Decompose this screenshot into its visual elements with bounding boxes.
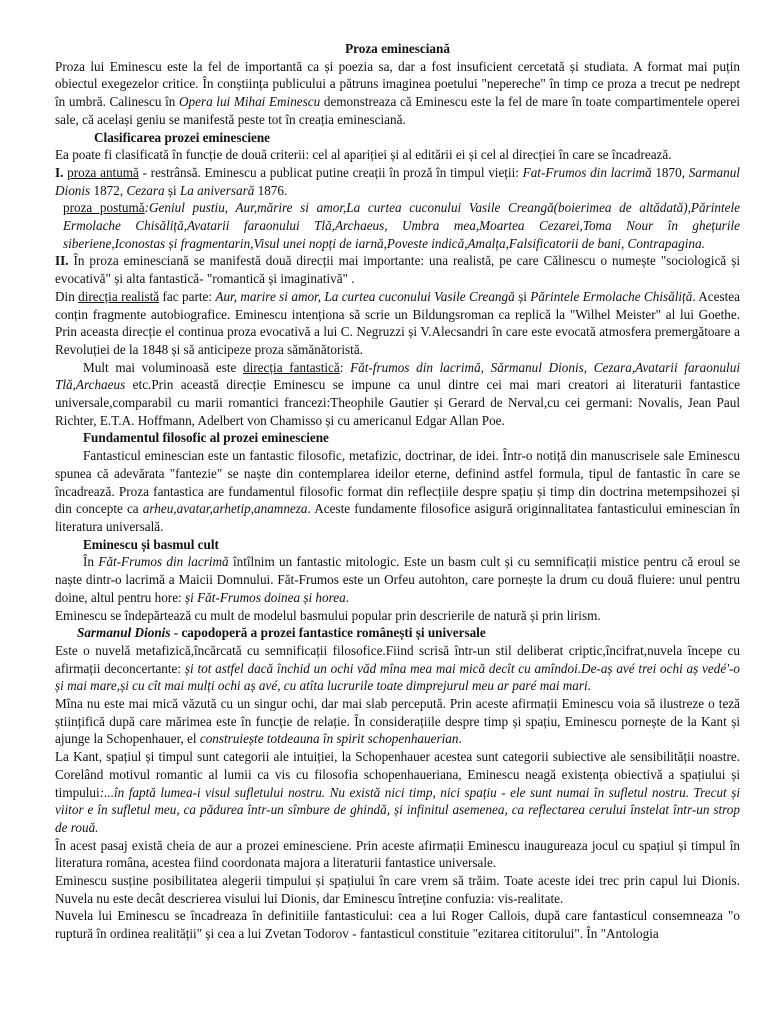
pasaj-paragraph: În acest pasaj există cheia de aur a prozei eminesciene. Prin aceste afirmații Eminescu inaugureaza jocul cu spațiul și timpul în literatura româna, acestea fiind coordonata majora a literaturii fantastice universale. bbox=[55, 837, 740, 871]
postuma-label: proza postumă bbox=[63, 200, 145, 216]
basm-paragraph-2: Eminescu se îndepărtează cu mult de modelul basmului popular prin descrierile de natură și prin lirism. bbox=[55, 607, 601, 623]
fantastica-paragraph: Mult mai voluminoasă este direcția fantastică: Făt-frumos din lacrimă, Sărmanul Dionis, Cezara,Avatarii faraonului Tlă,Archaeus etc.Prin această direcție Eminescu se impune ca unul dintre cei mai mari creatori ai literaturii fantastice universale,comparabil cu marii romantici francezi:Theophile Gautier și Gerard de Nerval,cu cei germani: Novalis, Jean Paul Richter, E.T.A. Hoffmann, Adelbert von Chamisso și cu americanul Edgar Allan Poe. bbox=[55, 359, 740, 428]
kant-quote: :...în faptă lumea-i visul sufletului nostru. Nu există nici timp, nici spațiu - ele sunt numai în sufletul nostru. Trecut și viitor e în sufletul meu, ca pădurea într-un sîmbure de ghindă, și infinitul asemenea, ca reflectarea cerului înstelat într-un strop de rouă. bbox=[55, 784, 740, 835]
directii-paragraph: II. În proza eminesciană se manifestă două direcții mai importante: una realistă, pe care Călinescu o numește "sociologică și evocativă" și alta fantastică- "romantică și imaginativă" . bbox=[55, 253, 740, 287]
fundament-paragraph: Fantasticul eminescian este un fantastic filosofic, metafizic, doctrinar, de idei. Într-o notiță din manuscrisele sale Eminescu spunea că adevărata "fantezie" se naște din contemplarea ideilor eterne, definind astfel formula, tipul de fantastic în care se încadrează. Proza fantastica are fundamentul filosofic format din reflecțiile despre spațiu și timp din doctrina metempsihozei și din concepte ca arheu,avatar,arhetip,anamneza. Aceste fundamente filosofice asigură originnalitatea fantasticului eminescian în literatura universală. bbox=[55, 448, 740, 534]
fantastica-label: direcția fantastică bbox=[243, 359, 340, 375]
intro-paragraph: Proza lui Eminescu este la fel de importantă ca și poezia sa, dar a fost insuficient cercetată și studiata. A format mai puțin obiectul exegezelor critice. În conștiința publicului a pătruns imaginea poetului "nepereche" în timp ce proza a trecut pe nedrept în umbră. Calinescu în Opera lui Mihai Eminescu demonstreaza că Eminescu este la fel de mare în toate compartimentele operei sale, că același geniu se manifestă peste tot în creația eminesciană. bbox=[55, 58, 741, 127]
mana-paragraph: Mîna nu este mai mică văzută cu un singur ochi, dar mai slab percepută. Prin aceste afirmații Eminescu voia să ilustreze o teză științifică după care mărimea este în funcție de relație. În considerațiile despre timp și spațiu, Eminescu pornește de la Kant și ajunge la Schopenhauer, el construiește totdeauna în spirit schopenhauerian. bbox=[55, 696, 740, 747]
section-heading-fundament: Fundamentul filosofic al prozei eminesciene bbox=[83, 430, 329, 446]
page-title: Proza eminesciană bbox=[345, 41, 450, 56]
basm-paragraph: În Făt-Frumos din lacrimă întîlnim un fantastic mitologic. Este un basm cult și cu semnificații mistice pentru că eroul se naște dintr-o lacrimă a Maicii Domnului. Făt-Frumos este un Orfeu autohton, care pornește la drum cu două fluiere: unul pentru doine, altul pentru hore: și Făt-Frumos doinea și horea. bbox=[55, 554, 740, 605]
dionis-quote: și tot astfel dacă închid un ochi văd mîna mea mai mică decît cu amîndoi.De-aș avé trei ochi aș vedé'-o și mai mare,și cu cît mai mulți ochi aș avé, cu atîta lucrurile toate dimprejurul meu ar paré mai mari. bbox=[55, 660, 741, 694]
postuma-paragraph: proza postumă:Geniul pustiu, Aur,mărire si amor,La curtea cuconului Vasile Creangă(boierimea de altădată),Părintele Ermolache Chisăliță,Avatarii faraonului Tlă,Archaeus, Umbra mea,Moartea Cezarei,Toma Nour în ghețurile siberiene,Iconostas și fragmentarin,Visul unei nopți de iarnă,Poveste indică,Amalța,Falsificatorii de bani, Contrapagina. bbox=[63, 200, 740, 251]
antuma-label: proza antumă bbox=[67, 164, 139, 180]
nuvela-paragraph: Nuvela lui Eminescu se încadreaza în definitiile fantasticului: cea a lui Roger Callois, după care fantasticul consemneaza "o ruptură în ordinea realității" și cea a lui Zvetan Todorov - fantasticul constituie "ezitarea cititorului". În "Antologia bbox=[55, 908, 740, 942]
realista-label: direcția realistă bbox=[78, 288, 160, 304]
realista-paragraph: Din direcția realistă fac parte: Aur, marire si amor, La curtea cuconului Vasile Creangă și Părintele Ermolache Chisăliță. Acestea conțin fragmente autobiografice. Eminescu intenționa să scrie un Bildungsroman ca replică la "Wilhel Meister" al lui Goethe. Prin aceasta direcție el continua proza evocativă a lui C. Negruzzi și V.Alecsandri în care este evocată atmosfera premergătoare a Revoluției de la 1848 și să anticipeze proza sămănătoristă. bbox=[55, 288, 740, 357]
dionis-paragraph: Este o nuvelă metafizică,încărcată cu semnificații filosofice.Fiind scrisă într-un stil deliberat criptic,încifrat,nuvela începe cu afirmații deconcertante: și tot astfel dacă închid un ochi văd mîna mea mai mică decît cu amîndoi.De-aș avé trei ochi aș vedé'-o și mai mare,și cu cît mai mulți ochi aș avé, cu atîta lucrurile toate dimprejurul meu ar paré mai mari. bbox=[55, 642, 741, 694]
clasificare-paragraph: Ea poate fi clasificată în funcție de două criterii: cel al apariției și al editării ei și cel al direcției în care se încadrează. bbox=[55, 147, 672, 163]
section-heading-dionis: Sarmanul Dionis - capodoperă a prozei fantastice românești și universale bbox=[77, 625, 486, 641]
section-heading-clasificare: Clasificarea prozei eminesciene bbox=[94, 129, 271, 145]
kant-paragraph: La Kant, spațiul și timpul sunt categorii ale intuiției, la Schopenhauer acestea sunt categorii subiective ale sensibilității noastre. Corelând motivul romantic al lumii ca vis cu filosofia schopenhaueriana, Eminescu neagă existența obiectivă a spațiului și timpului:...în faptă lumea-i visul sufletului nostru. Nu există nici timp, nici spațiu - ele sunt numai în sufletul nostru. Trecut și viitor e în sufletul meu, ca pădurea într-un sîmbure de ghindă, și infinitul asemenea, ca reflectarea cerului înstelat într-un strop de rouă. bbox=[55, 749, 740, 835]
antuma-paragraph: I. proza antumă - restrânsă. Eminescu a publicat putine creații în proză în timpul vieții: Fat-Frumos din lacrimă 1870, Sarmanul Dionis 1872, Cezara și La aniversară 1876. bbox=[55, 164, 740, 198]
sustine-paragraph: Eminescu susține posibilitatea alegerii timpului și spațiului în care vrem să trăim. Toate aceste idei trec prin capul lui Dionis. Nuvela nu este decât descrierea visului lui Dionis, dar Eminescu întreține confuzia: vis-realitate. bbox=[55, 873, 740, 906]
work-title: Opera lui Mihai Eminescu bbox=[178, 94, 321, 110]
section-heading-basm: Eminescu și basmul cult bbox=[83, 536, 219, 552]
